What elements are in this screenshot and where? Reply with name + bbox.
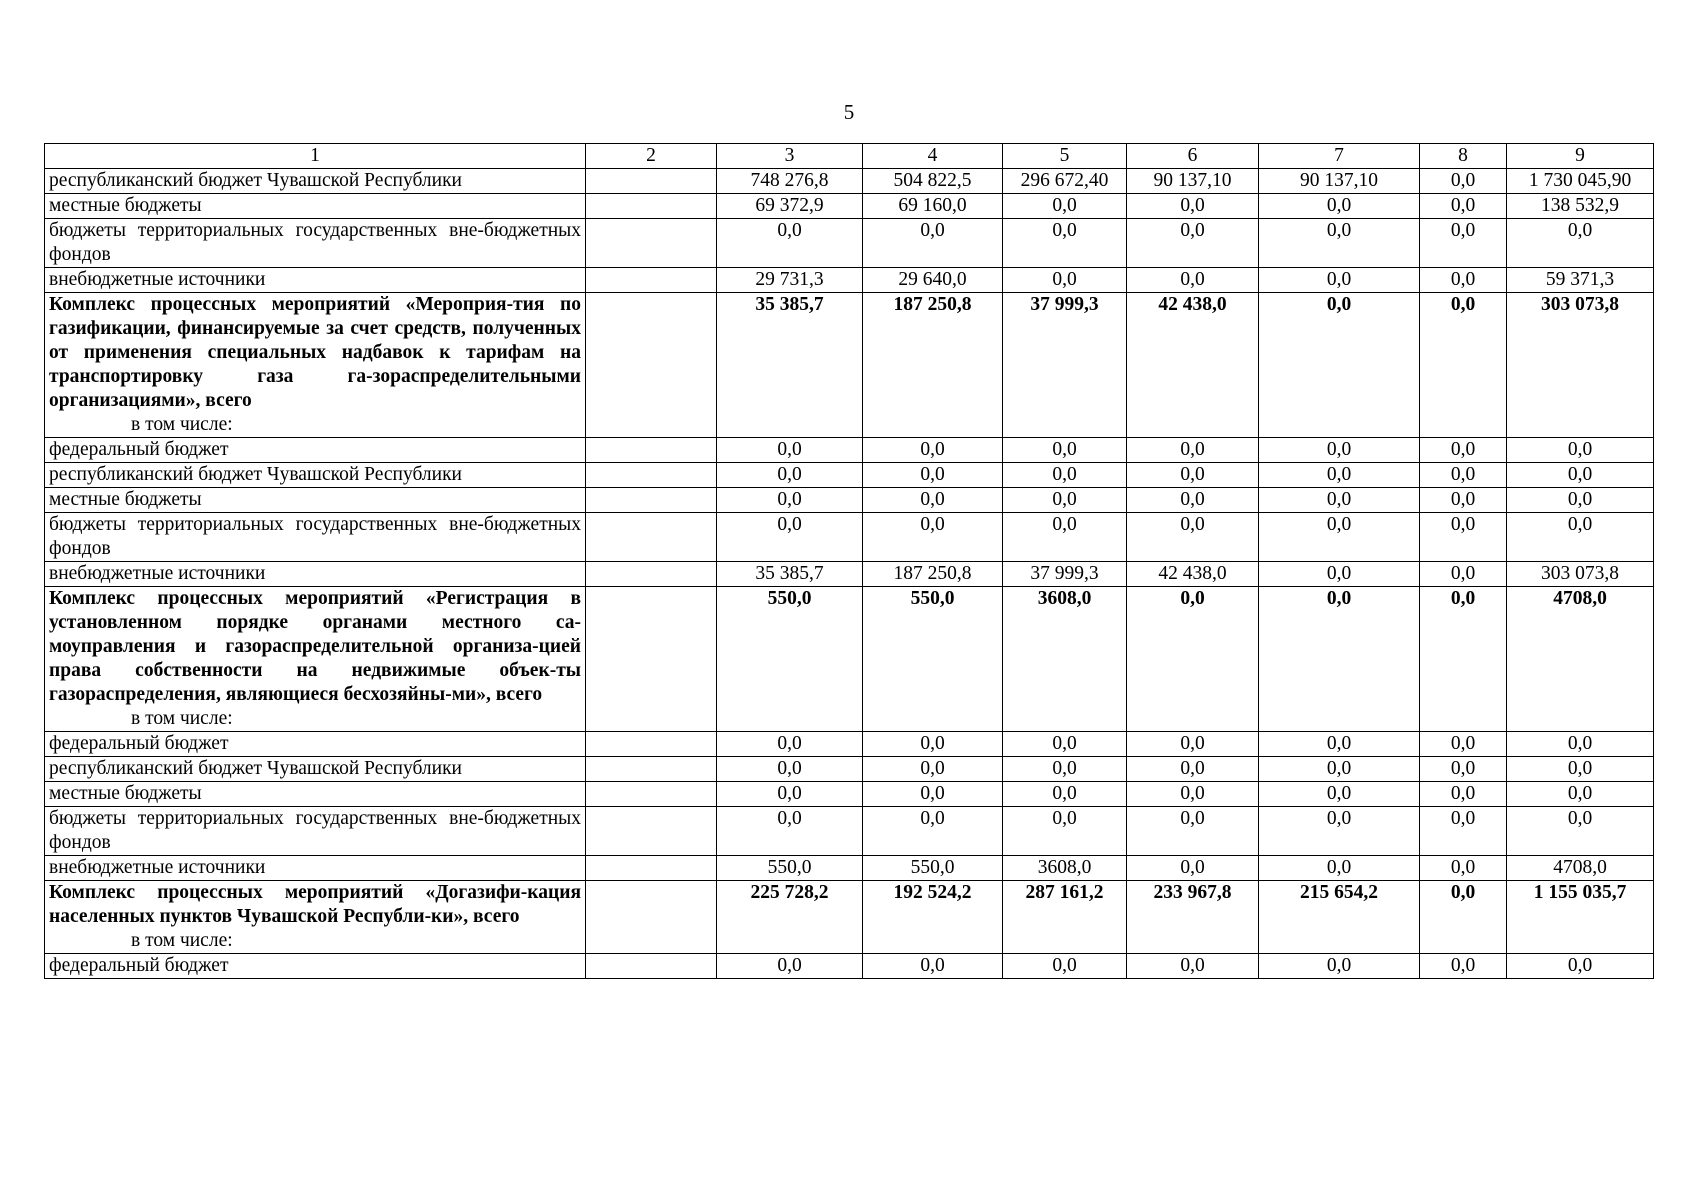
value-cell: 0,0: [1003, 488, 1127, 513]
value-cell: 0,0: [863, 954, 1003, 979]
table-row: [45, 782, 1654, 807]
header-cell: 3: [717, 144, 863, 169]
value-cell: 90 137,10: [1127, 169, 1259, 194]
value-cell: 0,0: [863, 438, 1003, 463]
value-cell: 69 372,9: [717, 194, 863, 219]
value-cell: 0,0: [1507, 954, 1654, 979]
value-cell: 0,0: [1507, 513, 1654, 562]
value-cell: 550,0: [717, 587, 863, 732]
value-cell: 1 155 035,7: [1507, 881, 1654, 954]
value-cell: 0,0: [1420, 438, 1507, 463]
value-cell: 0,0: [1420, 194, 1507, 219]
value-cell: 0,0: [1127, 856, 1259, 881]
row-label: местные бюджеты: [49, 783, 202, 804]
value-cell: 0,0: [717, 438, 863, 463]
value-cell: 0,0: [1259, 463, 1420, 488]
value-cell: 550,0: [717, 856, 863, 881]
row-sublabel: в том числе:: [131, 930, 233, 951]
value-cell: 4708,0: [1507, 587, 1654, 732]
row-label: бюджеты территориальных государственных вне-бюджетных фондов: [49, 514, 581, 559]
value-cell: 0,0: [1420, 169, 1507, 194]
column-2-cell: [586, 856, 717, 881]
row-label-cell: [45, 856, 586, 881]
header-row: [45, 144, 1654, 169]
value-cell: 0,0: [717, 219, 863, 268]
value-cell: 0,0: [1259, 807, 1420, 856]
value-cell: 0,0: [1420, 562, 1507, 587]
value-cell: 215 654,2: [1259, 881, 1420, 954]
value-cell: 0,0: [1507, 219, 1654, 268]
value-cell: 0,0: [1259, 757, 1420, 782]
value-cell: 0,0: [1420, 757, 1507, 782]
value-cell: 0,0: [863, 782, 1003, 807]
value-cell: 0,0: [1259, 513, 1420, 562]
value-cell: 303 073,8: [1507, 562, 1654, 587]
value-cell: 0,0: [1259, 856, 1420, 881]
value-cell: 0,0: [1127, 954, 1259, 979]
value-cell: 0,0: [1259, 587, 1420, 732]
row-label: бюджеты территориальных государственных вне-бюджетных фондов: [49, 220, 581, 265]
table-row: [45, 268, 1654, 293]
value-cell: 37 999,3: [1003, 562, 1127, 587]
value-cell: 0,0: [1420, 463, 1507, 488]
value-cell: 0,0: [1420, 732, 1507, 757]
value-cell: 0,0: [1420, 856, 1507, 881]
value-cell: 0,0: [863, 807, 1003, 856]
value-cell: 225 728,2: [717, 881, 863, 954]
value-cell: 0,0: [863, 732, 1003, 757]
value-cell: 0,0: [1003, 219, 1127, 268]
value-cell: 0,0: [1507, 463, 1654, 488]
value-cell: 0,0: [1127, 194, 1259, 219]
value-cell: 187 250,8: [863, 293, 1003, 438]
table-row: [45, 807, 1654, 856]
value-cell: 42 438,0: [1127, 293, 1259, 438]
value-cell: 303 073,8: [1507, 293, 1654, 438]
value-cell: 0,0: [1420, 782, 1507, 807]
column-2-cell: [586, 169, 717, 194]
row-label: Комплекс процессных мероприятий «Мероприя-тия по газификации, финансируемые за счет средств, полученных от применения специальных надбавок к тарифам на транспортировку газа га-зораспределительными организациями», всего: [49, 294, 581, 411]
header-cell: 6: [1127, 144, 1259, 169]
column-2-cell: [586, 562, 717, 587]
row-label: местные бюджеты: [49, 489, 202, 510]
value-cell: 0,0: [1127, 782, 1259, 807]
table-row: [45, 169, 1654, 194]
row-label-cell: [45, 587, 586, 732]
value-cell: 42 438,0: [1127, 562, 1259, 587]
value-cell: 37 999,3: [1003, 293, 1127, 438]
value-cell: 504 822,5: [863, 169, 1003, 194]
value-cell: 0,0: [1507, 807, 1654, 856]
value-cell: 0,0: [1507, 732, 1654, 757]
table-row-section: [45, 587, 1654, 732]
column-2-cell: [586, 782, 717, 807]
value-cell: 0,0: [1127, 438, 1259, 463]
row-label: Комплекс процессных мероприятий «Регистрация в установленном порядке органами местного са-моуправления и газораспределительной организа-цией права собственности на недвижимые объек-ты газораспределения, являющиеся бесхозяйны-ми», всего: [49, 588, 581, 705]
row-label-cell: [45, 513, 586, 562]
value-cell: 0,0: [1259, 488, 1420, 513]
row-label-cell: [45, 881, 586, 954]
row-label-cell: [45, 732, 586, 757]
value-cell: 0,0: [863, 757, 1003, 782]
row-sublabel: в том числе:: [131, 414, 233, 435]
value-cell: 550,0: [863, 587, 1003, 732]
header-cell: 7: [1259, 144, 1420, 169]
header-cell: 8: [1420, 144, 1507, 169]
row-label-cell: [45, 488, 586, 513]
value-cell: 0,0: [1420, 881, 1507, 954]
row-label: внебюджетные источники: [49, 269, 266, 290]
value-cell: 0,0: [1003, 757, 1127, 782]
table-row-section: [45, 293, 1654, 438]
row-label: федеральный бюджет: [49, 439, 229, 460]
value-cell: 0,0: [1127, 268, 1259, 293]
value-cell: 748 276,8: [717, 169, 863, 194]
value-cell: 0,0: [1420, 513, 1507, 562]
row-label-cell: [45, 268, 586, 293]
column-2-cell: [586, 954, 717, 979]
table-row: [45, 463, 1654, 488]
value-cell: 0,0: [1259, 293, 1420, 438]
value-cell: 0,0: [717, 807, 863, 856]
table-row: [45, 856, 1654, 881]
row-label-cell: [45, 782, 586, 807]
column-2-cell: [586, 807, 717, 856]
value-cell: 0,0: [863, 488, 1003, 513]
value-cell: 0,0: [717, 782, 863, 807]
table-row: [45, 219, 1654, 268]
value-cell: 0,0: [1259, 219, 1420, 268]
value-cell: 0,0: [1127, 587, 1259, 732]
value-cell: 0,0: [1259, 732, 1420, 757]
row-label: республиканский бюджет Чувашской Республики: [49, 464, 462, 485]
value-cell: 187 250,8: [863, 562, 1003, 587]
value-cell: 0,0: [1420, 807, 1507, 856]
table-row: [45, 438, 1654, 463]
column-2-cell: [586, 513, 717, 562]
value-cell: 296 672,40: [1003, 169, 1127, 194]
value-cell: 0,0: [1259, 438, 1420, 463]
column-2-cell: [586, 488, 717, 513]
value-cell: 0,0: [1003, 438, 1127, 463]
value-cell: 0,0: [717, 488, 863, 513]
value-cell: 0,0: [1507, 757, 1654, 782]
row-label: республиканский бюджет Чувашской Республики: [49, 758, 462, 779]
value-cell: 0,0: [863, 463, 1003, 488]
row-label-cell: [45, 562, 586, 587]
row-label: федеральный бюджет: [49, 955, 229, 976]
value-cell: 0,0: [1003, 954, 1127, 979]
row-label-cell: [45, 194, 586, 219]
value-cell: 0,0: [1259, 562, 1420, 587]
value-cell: 0,0: [1420, 954, 1507, 979]
header-cell: 1: [45, 144, 586, 169]
row-label: федеральный бюджет: [49, 733, 229, 754]
table-row: [45, 732, 1654, 757]
value-cell: 0,0: [717, 463, 863, 488]
header-cell: 9: [1507, 144, 1654, 169]
value-cell: 0,0: [1127, 757, 1259, 782]
value-cell: 90 137,10: [1259, 169, 1420, 194]
value-cell: 0,0: [1507, 438, 1654, 463]
value-cell: 287 161,2: [1003, 881, 1127, 954]
header-cell: 5: [1003, 144, 1127, 169]
value-cell: 0,0: [1507, 782, 1654, 807]
column-2-cell: [586, 219, 717, 268]
value-cell: 0,0: [1127, 219, 1259, 268]
row-sublabel: в том числе:: [131, 708, 233, 729]
row-label: внебюджетные источники: [49, 563, 266, 584]
row-label-cell: [45, 219, 586, 268]
header-cell: 2: [586, 144, 717, 169]
value-cell: 0,0: [717, 757, 863, 782]
value-cell: 29 640,0: [863, 268, 1003, 293]
value-cell: 0,0: [1003, 268, 1127, 293]
column-2-cell: [586, 463, 717, 488]
value-cell: 0,0: [1259, 782, 1420, 807]
value-cell: 3608,0: [1003, 856, 1127, 881]
value-cell: 0,0: [1127, 488, 1259, 513]
column-2-cell: [586, 194, 717, 219]
value-cell: 0,0: [1259, 194, 1420, 219]
value-cell: 0,0: [1127, 463, 1259, 488]
value-cell: 35 385,7: [717, 293, 863, 438]
table-row: [45, 513, 1654, 562]
row-label-cell: [45, 807, 586, 856]
value-cell: 0,0: [1420, 488, 1507, 513]
row-label: бюджеты территориальных государственных вне-бюджетных фондов: [49, 808, 581, 853]
table-row: [45, 757, 1654, 782]
value-cell: 0,0: [1259, 268, 1420, 293]
table-row: [45, 488, 1654, 513]
value-cell: 0,0: [717, 513, 863, 562]
column-2-cell: [586, 438, 717, 463]
value-cell: 0,0: [1127, 732, 1259, 757]
value-cell: 3608,0: [1003, 587, 1127, 732]
column-2-cell: [586, 587, 717, 732]
table-row: [45, 194, 1654, 219]
table-row-section: [45, 881, 1654, 954]
value-cell: 0,0: [1003, 194, 1127, 219]
value-cell: 0,0: [1420, 268, 1507, 293]
value-cell: 0,0: [1420, 587, 1507, 732]
column-2-cell: [586, 732, 717, 757]
value-cell: 138 532,9: [1507, 194, 1654, 219]
row-label-cell: [45, 954, 586, 979]
value-cell: 69 160,0: [863, 194, 1003, 219]
row-label: Комплекс процессных мероприятий «Догазифи-кация населенных пунктов Чувашской Республи-ки», всего: [49, 882, 581, 927]
value-cell: 0,0: [717, 732, 863, 757]
value-cell: 29 731,3: [717, 268, 863, 293]
row-label: внебюджетные источники: [49, 857, 266, 878]
value-cell: 0,0: [1507, 488, 1654, 513]
value-cell: 0,0: [1127, 513, 1259, 562]
value-cell: 59 371,3: [1507, 268, 1654, 293]
value-cell: 35 385,7: [717, 562, 863, 587]
row-label-cell: [45, 169, 586, 194]
value-cell: 4708,0: [1507, 856, 1654, 881]
value-cell: 0,0: [1003, 732, 1127, 757]
row-label: республиканский бюджет Чувашской Республики: [49, 170, 462, 191]
row-label-cell: [45, 438, 586, 463]
value-cell: 550,0: [863, 856, 1003, 881]
table-row: [45, 562, 1654, 587]
column-2-cell: [586, 268, 717, 293]
budget-table: [44, 143, 1654, 979]
value-cell: 0,0: [717, 954, 863, 979]
table-row: [45, 954, 1654, 979]
value-cell: 0,0: [1420, 293, 1507, 438]
value-cell: 0,0: [1003, 782, 1127, 807]
value-cell: 0,0: [1420, 219, 1507, 268]
value-cell: 0,0: [863, 219, 1003, 268]
row-label-cell: [45, 463, 586, 488]
row-label: местные бюджеты: [49, 195, 202, 216]
column-2-cell: [586, 757, 717, 782]
value-cell: 233 967,8: [1127, 881, 1259, 954]
column-2-cell: [586, 293, 717, 438]
value-cell: 192 524,2: [863, 881, 1003, 954]
row-label-cell: [45, 293, 586, 438]
row-label-cell: [45, 757, 586, 782]
value-cell: 0,0: [1003, 513, 1127, 562]
page-number: 5: [843, 100, 855, 124]
value-cell: 0,0: [1003, 463, 1127, 488]
value-cell: 1 730 045,90: [1507, 169, 1654, 194]
value-cell: 0,0: [1003, 807, 1127, 856]
header-cell: 4: [863, 144, 1003, 169]
column-2-cell: [586, 881, 717, 954]
value-cell: 0,0: [863, 513, 1003, 562]
value-cell: 0,0: [1259, 954, 1420, 979]
value-cell: 0,0: [1127, 807, 1259, 856]
